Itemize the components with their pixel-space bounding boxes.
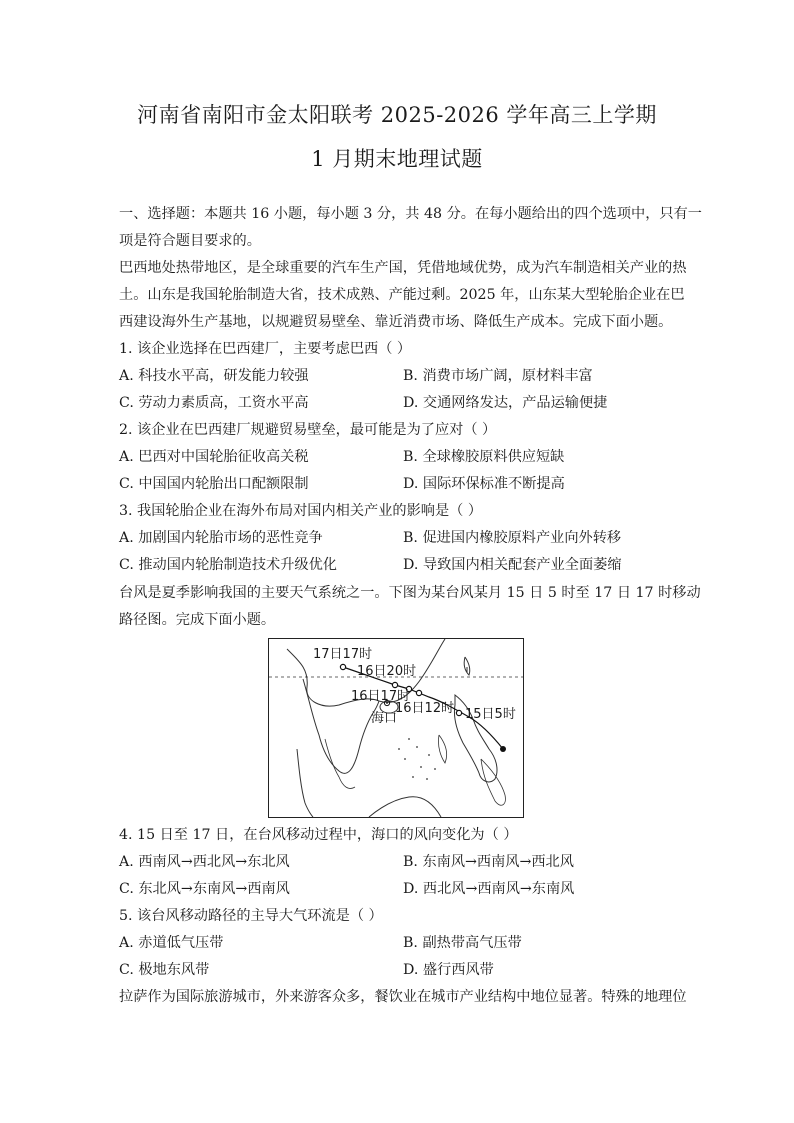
island bbox=[481, 759, 505, 805]
option-d[interactable]: D. 交通网络发达，产品运输便捷 bbox=[403, 395, 608, 411]
typhoon-track-map bbox=[268, 638, 524, 818]
page-title: 河南省南阳市金太阳联考 2025-2026 学年高三上学期 bbox=[137, 103, 657, 127]
coastline bbox=[325, 739, 355, 789]
passage-text: 路径图。完成下面小题。 bbox=[119, 612, 276, 628]
islets bbox=[398, 738, 436, 780]
section-intro: 一、选择题：本题共 16 小题，每小题 3 分，共 48 分。在每小题给出的四个选项中，只有一 bbox=[119, 206, 702, 222]
track-label: 16日17时 bbox=[351, 689, 411, 704]
option-c[interactable]: C. 劳动力素质高，工资水平高 bbox=[119, 395, 309, 411]
page-subtitle: 1 月期末地理试题 bbox=[311, 147, 483, 171]
city-label: 海口 bbox=[371, 711, 398, 726]
section-intro: 项是符合题目要求的。 bbox=[119, 233, 261, 249]
option-a[interactable]: A. 赤道低气压带 bbox=[119, 935, 224, 951]
question-stem: 2. 该企业在巴西建厂规避贸易壁垒，最可能是为了应对（ ） bbox=[119, 422, 497, 438]
passage-text: 西建设海外生产基地，以规避贸易壁垒、靠近消费市场、降低生产成本。完成下面小题。 bbox=[119, 314, 673, 330]
track-label: 15日5时 bbox=[465, 707, 516, 722]
option-b[interactable]: B. 促进国内橡胶原料产业向外转移 bbox=[403, 530, 622, 546]
question-stem: 4. 15 日至 17 日，在台风移动过程中，海口的风向变化为（ ） bbox=[119, 827, 518, 843]
question-stem: 1. 该企业选择在巴西建厂，主要考虑巴西（ ） bbox=[119, 341, 412, 357]
question-stem: 3. 我国轮胎企业在海外布局对国内相关产业的影响是（ ） bbox=[119, 503, 483, 519]
option-d[interactable]: D. 导致国内相关配套产业全面萎缩 bbox=[403, 557, 622, 573]
track-label: 16日12时 bbox=[395, 701, 455, 716]
track-point bbox=[456, 710, 461, 715]
option-c[interactable]: C. 极地东风带 bbox=[119, 962, 210, 978]
question-stem: 5. 该台风移动路径的主导大气环流是（ ） bbox=[119, 908, 383, 924]
track-point bbox=[340, 664, 345, 669]
passage-text: 巴西地处热带地区，是全球重要的汽车生产国，凭借地域优势，成为汽车制造相关产业的热 bbox=[119, 260, 687, 276]
option-d[interactable]: D. 盛行西风带 bbox=[403, 962, 494, 978]
borneo bbox=[369, 797, 441, 817]
passage-text: 拉萨作为国际旅游城市，外来游客众多，餐饮业在城市产业结构中地位显著。特殊的地理位 bbox=[119, 989, 687, 1005]
track-point bbox=[416, 690, 421, 695]
island bbox=[438, 735, 446, 763]
option-a[interactable]: A. 西南风→西北风→东北风 bbox=[119, 854, 290, 870]
track-label: 16日20时 bbox=[357, 664, 417, 679]
option-c[interactable]: C. 推动国内轮胎制造技术升级优化 bbox=[119, 557, 337, 573]
option-d[interactable]: D. 国际环保标准不断提高 bbox=[403, 476, 565, 492]
option-a[interactable]: A. 加剧国内轮胎市场的恶性竞争 bbox=[119, 530, 323, 546]
track-start bbox=[500, 746, 506, 752]
option-b[interactable]: B. 东南风→西南风→西北风 bbox=[403, 854, 574, 870]
option-c[interactable]: C. 中国国内轮胎出口配额限制 bbox=[119, 476, 309, 492]
option-a[interactable]: A. 科技水平高，研发能力较强 bbox=[119, 368, 309, 384]
coastline bbox=[297, 749, 313, 817]
passage-text: 土。山东是我国轮胎制造大省，技术成熟、产能过剩。2025 年，山东某大型轮胎企业在巴 bbox=[119, 287, 685, 303]
track-label: 17日17时 bbox=[313, 647, 373, 662]
option-a[interactable]: A. 巴西对中国轮胎征收高关税 bbox=[119, 449, 309, 465]
option-b[interactable]: B. 消费市场广阔，原材料丰富 bbox=[403, 368, 593, 384]
option-d[interactable]: D. 西北风→西南风→东南风 bbox=[403, 881, 575, 897]
passage-text: 台风是夏季影响我国的主要天气系统之一。下图为某台风某月 15 日 5 时至 17 日 17 时移动 bbox=[119, 585, 701, 601]
option-b[interactable]: B. 全球橡胶原料供应短缺 bbox=[403, 449, 565, 465]
option-c[interactable]: C. 东北风→东南风→西南风 bbox=[119, 881, 290, 897]
option-b[interactable]: B. 副热带高气压带 bbox=[403, 935, 522, 951]
